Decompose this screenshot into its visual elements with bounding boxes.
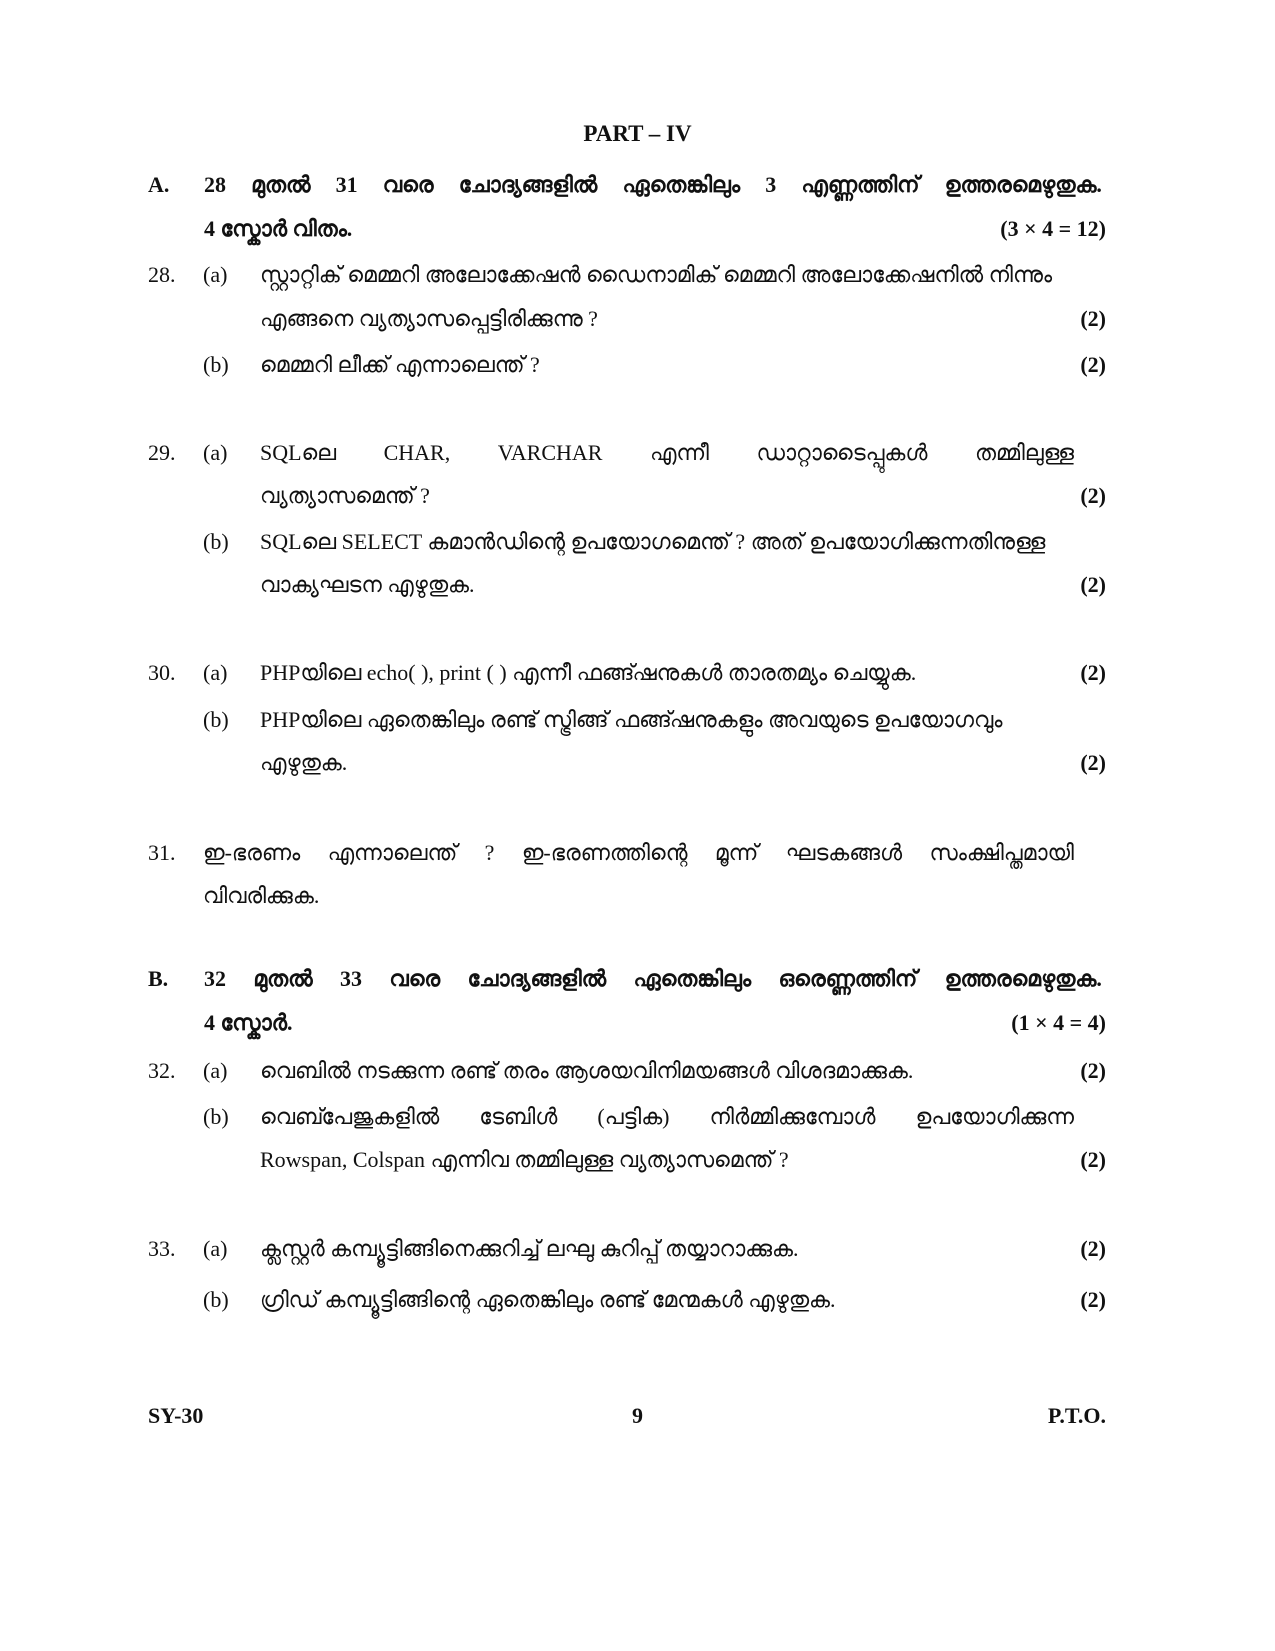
- question-text: മെമ്മറി ലീക്ക് എന്നാലെന്ത് ?: [260, 352, 540, 377]
- question-text: വ്യത്യാസമെന്ത് ?: [260, 483, 430, 508]
- question-text: [260, 1106, 1074, 1128]
- instruction-word: ഏതെങ്കിലും: [633, 966, 752, 991]
- question-text: സ്റ്റാറ്റിക് മെമ്മറി അലോക്കേഷൻ ഡൈനാമിക് മെമ്മറി അലോക്കേഷനിൽ നിന്നും: [260, 262, 1053, 287]
- instruction-word: എണ്ണത്തിന്: [801, 172, 920, 197]
- question-word: VARCHAR: [497, 440, 603, 465]
- question-text: [203, 842, 1074, 864]
- section-a-letter: A.: [148, 172, 170, 197]
- marks: (2): [1080, 1236, 1106, 1261]
- page-number: 9: [632, 1403, 643, 1428]
- section-b-instruction: [204, 968, 1102, 990]
- question-word: CHAR,: [383, 440, 451, 465]
- instruction-word: മുതൽ: [253, 966, 313, 991]
- question-text: വെബിൽ നടക്കുന്ന രണ്ട് തരം ആശയവിനിമയങ്ങൾ വിശദമാക്കുക.: [260, 1058, 914, 1083]
- page-title: PART – IV: [583, 121, 692, 146]
- marks: (2): [1080, 483, 1106, 508]
- question-word: ഉപയോഗിക്കുന്ന: [915, 1104, 1074, 1129]
- section-a-score-note: 4 സ്കോർ വിതം.: [204, 216, 353, 241]
- question-word: തമ്മിലുള്ള: [975, 440, 1074, 465]
- question-text: എങ്ങനെ വ്യത്യാസപ്പെട്ടിരിക്കുന്നു ?: [260, 306, 598, 331]
- subpart-label: (b): [203, 1287, 229, 1312]
- question-word: സംക്ഷിപ്തമായി: [929, 840, 1074, 865]
- subpart-label: (a): [203, 1236, 228, 1261]
- question-number: 32.: [148, 1058, 176, 1083]
- subpart-label: (a): [203, 440, 228, 465]
- question-text: [260, 442, 1074, 464]
- footer-code: SY-30: [148, 1403, 204, 1428]
- question-word: ടേബിൾ: [479, 1104, 558, 1129]
- pto-label: P.T.O.: [1047, 1403, 1106, 1428]
- question-word: മൂന്ന്: [714, 840, 759, 865]
- question-number: 31.: [148, 840, 176, 865]
- question-number: 28.: [148, 262, 176, 287]
- marks: (2): [1080, 352, 1106, 377]
- section-b-letter: B.: [148, 966, 169, 991]
- question-text: ക്ലസ്റ്റർ കമ്പ്യൂട്ടിങ്ങിനെക്കുറിച്ച് ലഘു കുറിപ്പ് തയ്യാറാക്കുക.: [260, 1236, 799, 1261]
- subpart-label: (b): [203, 707, 229, 732]
- instruction-word: ചോദ്യങ്ങളിൽ: [458, 172, 598, 197]
- question-word: ഘടകങ്ങൾ: [785, 840, 903, 865]
- marks: (2): [1080, 660, 1106, 685]
- section-a-instruction: [204, 174, 1102, 196]
- instruction-word: 31: [335, 172, 358, 197]
- question-word: നിർമ്മിക്കുമ്പോൾ: [709, 1104, 876, 1129]
- instruction-word: ഏതെങ്കിലും: [622, 172, 741, 197]
- instruction-word: 33: [340, 966, 363, 991]
- instruction-word: 3: [765, 172, 777, 197]
- question-text: എഴുതുക.: [260, 750, 348, 775]
- marks: (2): [1080, 572, 1106, 597]
- marks: (2): [1080, 306, 1106, 331]
- question-text: ഗ്രിഡ് കമ്പ്യൂട്ടിങ്ങിന്റെ ഏതെങ്കിലും രണ്ട് മേന്മകൾ എഴുതുക.: [260, 1287, 836, 1312]
- instruction-word: 28: [204, 172, 226, 197]
- question-word: വെബ്പേജുകളിൽ: [260, 1104, 440, 1129]
- instruction-word: വരെ: [382, 172, 434, 197]
- question-text: Rowspan, Colspan എന്നിവ തമ്മിലുള്ള വ്യത്യാസമെന്ത് ?: [260, 1147, 789, 1172]
- instruction-word: ഒരെണ്ണത്തിന്: [778, 966, 918, 991]
- marks: (2): [1080, 750, 1106, 775]
- instruction-word: ഉത്തരമെഴുതുക.: [944, 966, 1102, 991]
- question-text: PHPയിലെ echo( ), print ( ) എന്നീ ഫങ്ങ്ഷനുകൾ താരതമ്യം ചെയ്യുക.: [260, 660, 917, 685]
- subpart-label: (b): [203, 352, 229, 377]
- question-word: എന്നീ: [649, 440, 709, 465]
- question-text: വിവരിക്കുക.: [203, 883, 320, 908]
- subpart-label: (b): [203, 529, 229, 554]
- question-word: ഇ-ഭരണത്തിന്റെ: [521, 840, 688, 865]
- instruction-word: ചോദ്യങ്ങളിൽ: [467, 966, 607, 991]
- marks: (2): [1080, 1287, 1106, 1312]
- question-text: SQLലെ SELECT കമാൻഡിന്റെ ഉപയോഗമെന്ത് ? അത് ഉപയോഗിക്കുന്നതിനുള്ള: [260, 529, 1046, 554]
- question-word: ?: [484, 840, 495, 865]
- marks: (2): [1080, 1058, 1106, 1083]
- section-b-score-total: (1 × 4 = 4): [1011, 1010, 1106, 1035]
- question-word: ഇ-ഭരണം: [203, 840, 301, 865]
- instruction-word: ഉത്തരമെഴുതുക.: [944, 172, 1102, 197]
- subpart-label: (a): [203, 262, 228, 287]
- subpart-label: (b): [203, 1104, 229, 1129]
- instruction-word: മുതൽ: [251, 172, 311, 197]
- instruction-word: 32: [204, 966, 226, 991]
- section-b-score-note: 4 സ്കോർ.: [204, 1010, 293, 1035]
- subpart-label: (a): [203, 660, 228, 685]
- section-a-score-total: (3 × 4 = 12): [1000, 216, 1106, 241]
- question-number: 29.: [148, 440, 176, 465]
- question-text: PHPയിലെ ഏതെങ്കിലും രണ്ട് സ്ട്രിങ്ങ് ഫങ്ങ്ഷനുകളും അവയുടെ ഉപയോഗവും: [260, 707, 1003, 732]
- subpart-label: (a): [203, 1058, 228, 1083]
- marks: (2): [1080, 1147, 1106, 1172]
- question-word: ഡാറ്റാടൈപ്പുകൾ: [756, 440, 928, 465]
- question-number: 30.: [148, 660, 176, 685]
- question-word: എന്നാലെന്ത്: [327, 840, 458, 865]
- question-number: 33.: [148, 1236, 176, 1261]
- instruction-word: വരെ: [389, 966, 441, 991]
- question-text: വാക്യഘടന എഴുതുക.: [260, 572, 475, 597]
- question-word: (പട്ടിക): [597, 1104, 670, 1129]
- question-word: SQLലെ: [260, 440, 337, 465]
